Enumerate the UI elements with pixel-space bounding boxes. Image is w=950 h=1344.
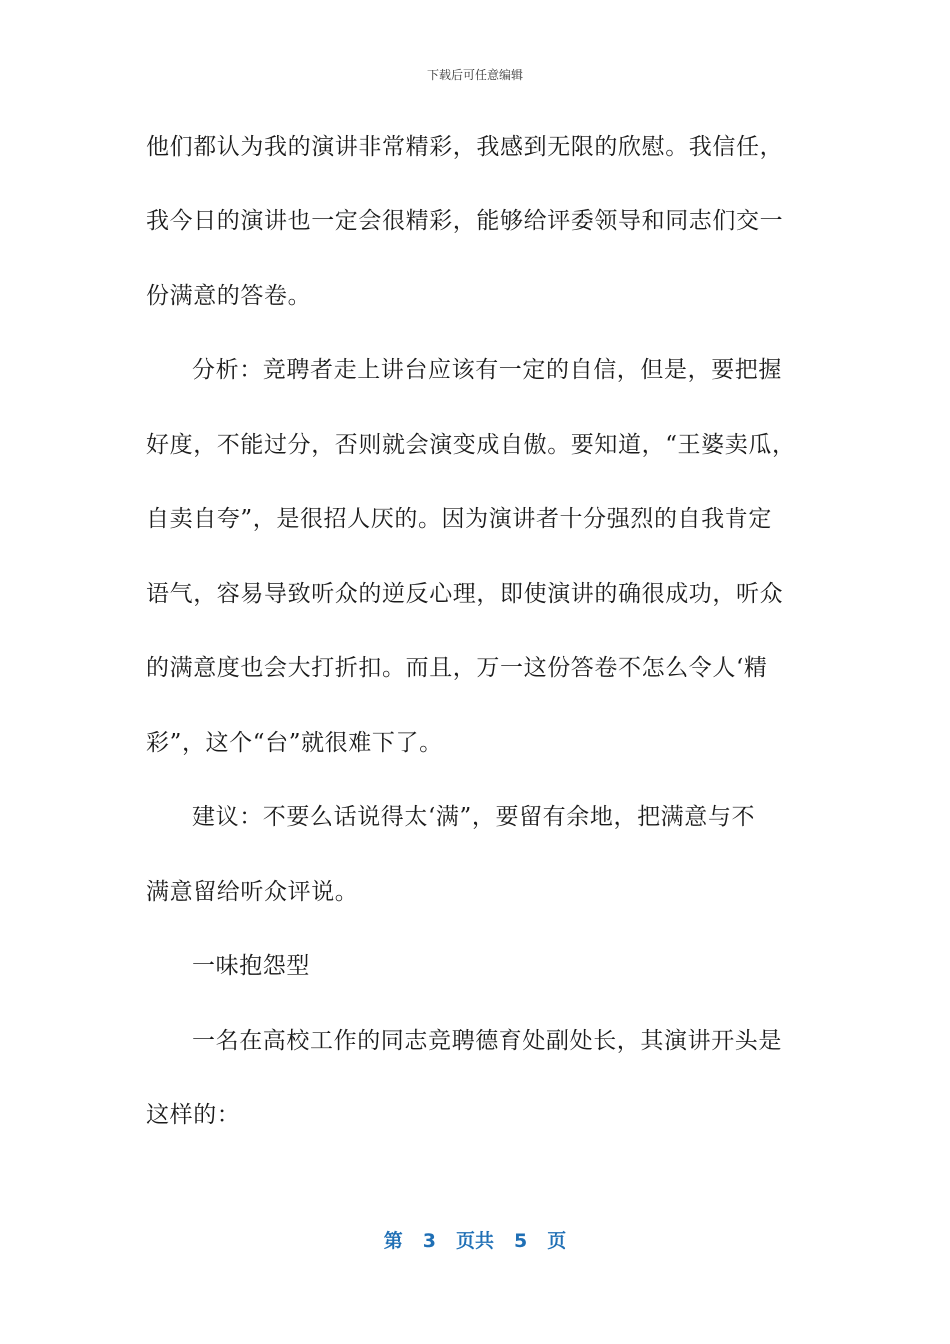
body-line-6: 自卖自夸”，是很招人厌的。因为演讲者十分强烈的自我肯定 <box>146 506 772 532</box>
body-line-10: 建议：不要么话说得太‘满”，要留有余地，把满意与不 <box>192 804 756 830</box>
body-line-4: 分析：竞聘者走上讲台应该有一定的自信，但是，要把握 <box>192 357 782 383</box>
body-line-3: 份满意的答卷。 <box>146 283 312 309</box>
footer-suffix: 页 <box>547 1230 567 1252</box>
footer-prefix: 第 <box>383 1230 403 1252</box>
body-line-14: 这样的： <box>146 1102 241 1128</box>
body-line-11: 满意留给听众评说。 <box>146 879 359 905</box>
body-line-13: 一名在高校工作的同志竞聘德育处副处长，其演讲开头是 <box>192 1028 782 1054</box>
body-line-9: 彩”，这个“台”就很难下了。 <box>146 730 443 756</box>
body-line-2: 我今日的演讲也一定会很精彩，能够给评委领导和同志们交一 <box>146 208 784 234</box>
body-line-7: 语气，容易导致听众的逆反心理，即使演讲的确很成功，听众 <box>146 581 784 607</box>
page-footer <box>0 1226 950 1253</box>
footer-current-page: 3 <box>422 1230 436 1252</box>
footer-middle: 页共 <box>455 1230 494 1252</box>
body-line-12: 一味抱怨型 <box>192 953 310 979</box>
page-header: 下载后可任意编辑 <box>426 68 523 82</box>
body-line-8: 的满意度也会大打折扣。而且，万一这份答卷不怎么令人‘精 <box>146 655 768 681</box>
footer-total-pages: 5 <box>514 1230 528 1252</box>
body-line-5: 好度，不能过分，否则就会演变成自傲。要知道，“王婆卖瓜， <box>146 432 796 458</box>
body-line-1: 他们都认为我的演讲非常精彩，我感到无限的欣慰。我信任， <box>146 134 784 160</box>
